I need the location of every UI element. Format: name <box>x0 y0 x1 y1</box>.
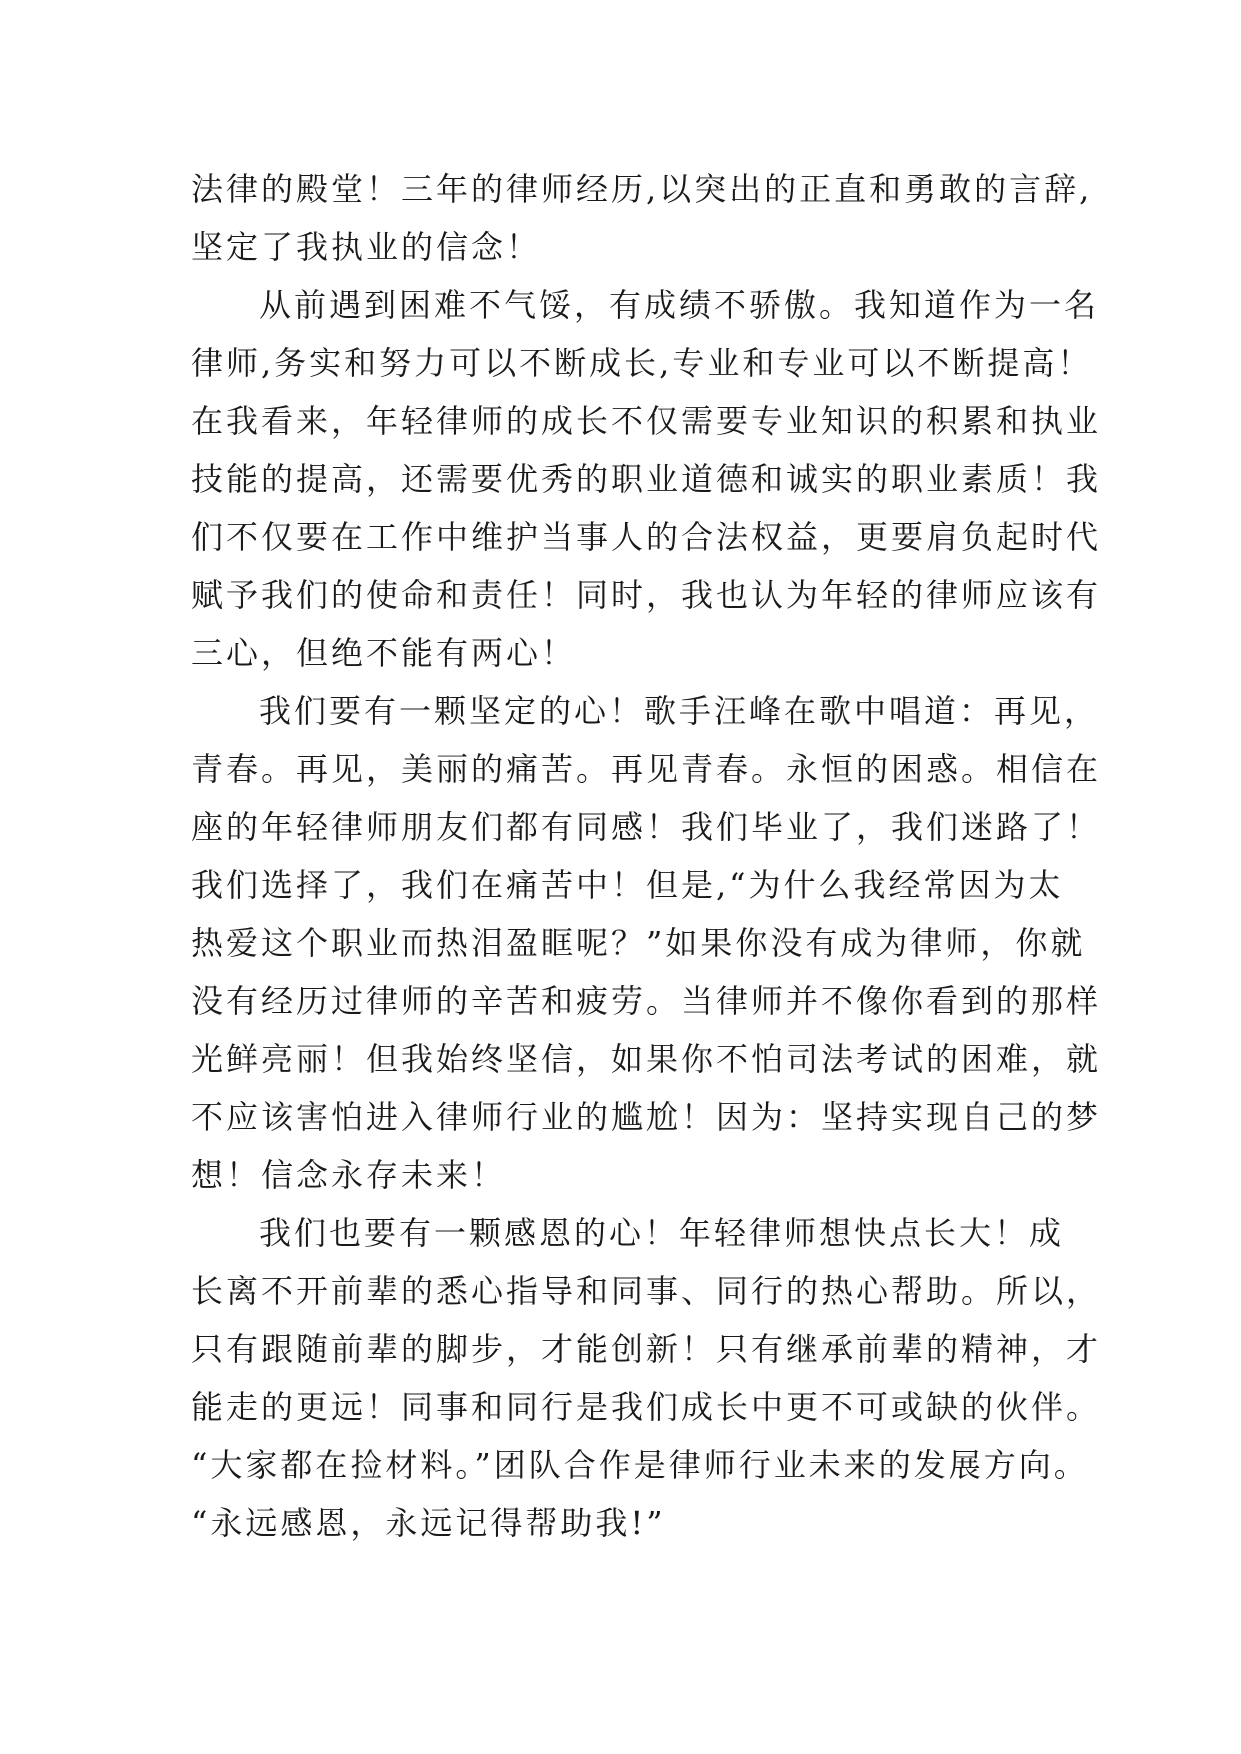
text-line: 在我看来，年轻律师的成长不仅需要专业知识的积累和执业 <box>191 402 1102 440</box>
text-line: 光鲜亮丽！但我始终坚信，如果你不怕司法考试的困难，就 <box>191 1040 1102 1078</box>
paragraph-start-line: 我们要有一颗坚定的心！歌手汪峰在歌中唱道：再见， <box>259 692 1100 730</box>
text-line: 不应该害怕进入律师行业的尴尬！因为：坚持实现自己的梦 <box>191 1098 1102 1136</box>
text-line: “大家都在捡材料。”团队合作是律师行业未来的发展方向。 <box>191 1446 1089 1484</box>
text-line: “永远感恩，永远记得帮助我!” <box>191 1504 666 1542</box>
text-line: 座的年轻律师朋友们都有同感！我们毕业了，我们迷路了！ <box>191 808 1102 846</box>
text-line: 长离不开前辈的悉心指导和同事、同行的热心帮助。所以， <box>191 1272 1102 1310</box>
text-line: 青春。再见，美丽的痛苦。再见青春。永恒的困惑。相信在 <box>191 750 1102 788</box>
text-line: 坚定了我执业的信念！ <box>191 228 542 266</box>
text-line: 律师,务实和努力可以不断成长,专业和专业可以不断提高！ <box>191 344 1093 382</box>
paragraph-start-line: 我们也要有一颗感恩的心！年轻律师想快点长大！成 <box>259 1214 1065 1252</box>
text-line: 没有经历过律师的辛苦和疲劳。当律师并不像你看到的那样 <box>191 982 1102 1020</box>
text-line: 们不仅要在工作中维护当事人的合法权益，更要肩负起时代 <box>191 518 1102 556</box>
paragraph-start-line: 从前遇到困难不气馁，有成绩不骄傲。我知道作为一名 <box>259 286 1100 324</box>
text-line: 赋予我们的使命和责任！同时，我也认为年轻的律师应该有 <box>191 576 1102 614</box>
text-line: 热爱这个职业而热泪盈眶呢？”如果你没有成为律师，你就 <box>191 924 1086 962</box>
text-line: 能走的更远！同事和同行是我们成长中更不可或缺的伙伴。 <box>191 1388 1102 1426</box>
text-line: 想！信念永存未来！ <box>191 1156 507 1194</box>
text-line: 三心，但绝不能有两心！ <box>191 634 577 672</box>
text-line: 只有跟随前辈的脚步，才能创新！只有继承前辈的精神，才 <box>191 1330 1102 1368</box>
text-line: 我们选择了，我们在痛苦中！但是,“为什么我经常因为太 <box>191 866 1064 904</box>
text-line: 技能的提高，还需要优秀的职业道德和诚实的职业素质！我 <box>191 460 1102 498</box>
body-text <box>191 160 1102 1552</box>
text-line: 法律的殿堂！三年的律师经历,以突出的正直和勇敢的言辞, <box>191 170 1093 208</box>
